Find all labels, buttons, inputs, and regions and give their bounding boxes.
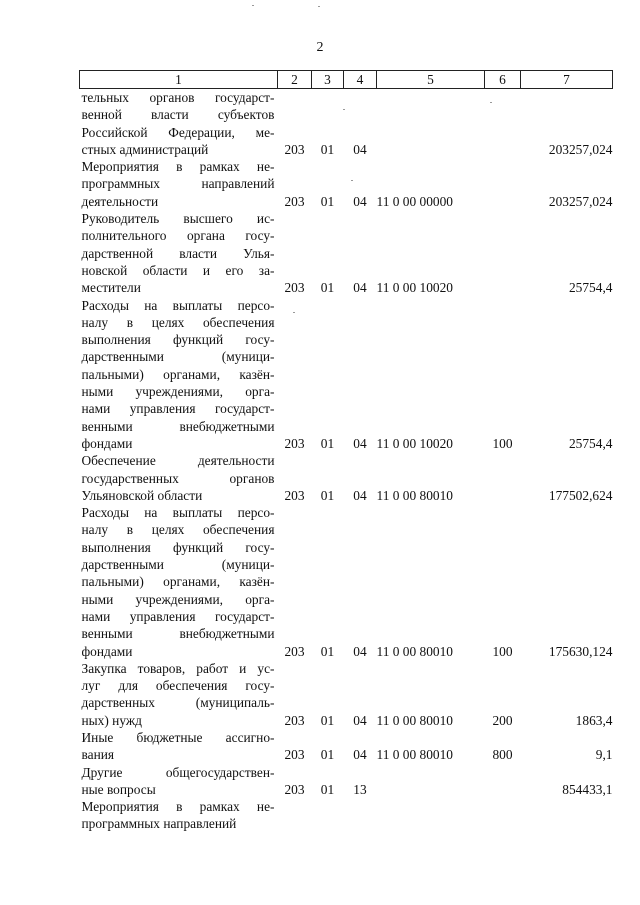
row-name-line: местители xyxy=(81,280,141,296)
target-article-code-cell: 11 0 00 00000 xyxy=(376,193,453,209)
row-name-cell xyxy=(80,764,278,799)
table-row xyxy=(80,158,613,210)
ministry-code-cell: 203 xyxy=(284,141,305,157)
expense-type-code-cell: 100 xyxy=(492,643,513,659)
section-code-cell: 01 xyxy=(320,643,335,659)
ministry-code-cell: 203 xyxy=(284,747,305,763)
target-article-code-cell xyxy=(377,764,485,799)
target-article-code-cell: 11 0 00 10020 xyxy=(376,435,453,451)
row-name-line: выполнения функций госу- xyxy=(81,539,275,555)
row-name-line: Обеспечение деятельности xyxy=(81,453,275,469)
budget-table xyxy=(79,70,613,833)
amount-cell: 25754,4 xyxy=(568,435,613,451)
expense-type-code-cell xyxy=(485,158,521,210)
subsection-code-cell: 04 xyxy=(353,193,367,209)
row-name-line: Мероприятия в рамках не- xyxy=(81,799,275,815)
row-name-line: стных администраций xyxy=(81,141,209,157)
amount-cell: 9,1 xyxy=(595,747,613,763)
row-name-line: ными учреждениями, орга- xyxy=(81,384,275,400)
row-name-line: налу в целях обеспечения xyxy=(81,522,275,538)
subsection-code-cell: 04 xyxy=(353,487,367,503)
subsection-code-cell: 04 xyxy=(353,712,367,728)
table-body xyxy=(80,89,613,833)
row-name-line: венными внебюджетными xyxy=(81,418,275,434)
table-row xyxy=(80,729,613,764)
row-name-line: дарственными (муници- xyxy=(81,349,275,365)
section-code-cell: 01 xyxy=(320,781,335,797)
row-name-line: Закупка товаров, работ и ус- xyxy=(81,660,275,676)
scan-speck xyxy=(351,180,353,181)
table-row xyxy=(80,89,613,159)
row-name-line: Руководитель высшего ис- xyxy=(81,211,275,227)
column-header-section: 3 xyxy=(312,71,344,89)
table-row xyxy=(80,210,613,296)
row-name-line: выполнения функций госу- xyxy=(81,332,275,348)
row-name-line: венными внебюджетными xyxy=(81,626,275,642)
row-name-line: венной власти субъектов xyxy=(81,107,275,123)
subsection-code-cell: 04 xyxy=(353,141,367,157)
ministry-code-cell: 203 xyxy=(284,487,305,503)
amount-cell: 25754,4 xyxy=(568,280,613,296)
target-article-code-cell xyxy=(377,798,485,833)
expense-type-code-cell xyxy=(485,452,521,504)
row-name-cell xyxy=(80,660,278,729)
row-name-line: Расходы на выплаты персо- xyxy=(81,297,275,313)
section-code-cell: 01 xyxy=(320,487,335,503)
amount-cell: 203257,024 xyxy=(548,193,613,209)
row-name-line: нами управления государст- xyxy=(81,401,275,417)
row-name-line: дарственных (муниципаль- xyxy=(81,695,275,711)
expense-type-code-cell: 200 xyxy=(492,712,513,728)
page-number: 2 xyxy=(316,40,324,55)
row-name-line: Мероприятия в рамках не- xyxy=(81,159,275,175)
table-header-row xyxy=(80,71,613,89)
table-row xyxy=(80,764,613,799)
section-code-cell: 01 xyxy=(320,141,335,157)
column-header-subsection: 4 xyxy=(344,71,377,89)
row-name-cell xyxy=(80,210,278,296)
target-article-code-cell: 11 0 00 10020 xyxy=(376,280,453,296)
expense-type-code-cell xyxy=(485,798,521,833)
row-name-line: новской области и его за- xyxy=(81,262,275,278)
table-row xyxy=(80,452,613,504)
row-name-line: Иные бюджетные ассигно- xyxy=(81,729,275,745)
scan-speck xyxy=(343,109,345,110)
row-name-cell xyxy=(80,798,278,833)
scan-speck xyxy=(293,312,295,313)
row-name-line: фондами xyxy=(81,435,133,451)
expense-type-code-cell xyxy=(485,764,521,799)
row-name-line: государственных органов xyxy=(81,470,275,486)
amount-cell: 177502,624 xyxy=(548,487,613,503)
row-name-cell xyxy=(80,297,278,453)
section-code-cell: 01 xyxy=(320,747,335,763)
scan-speck xyxy=(252,5,254,6)
section-code-cell: 01 xyxy=(320,435,335,451)
row-name-line: ными учреждениями, орга- xyxy=(81,591,275,607)
target-article-code-cell: 11 0 00 80010 xyxy=(376,747,453,763)
section-code-cell: 01 xyxy=(320,712,335,728)
ministry-code-cell: 203 xyxy=(284,712,305,728)
row-name-line: фондами xyxy=(81,643,133,659)
column-header-target-article: 5 xyxy=(377,71,485,89)
expense-type-code-cell xyxy=(485,210,521,296)
ministry-code-cell: 203 xyxy=(284,781,305,797)
section-code-cell xyxy=(312,798,344,833)
row-name-line: вания xyxy=(81,747,115,763)
ministry-code-cell xyxy=(278,798,312,833)
target-article-code-cell xyxy=(377,89,485,159)
subsection-code-cell xyxy=(344,798,377,833)
row-name-line: дарственными (муници- xyxy=(81,557,275,573)
row-name-line: Расходы на выплаты персо- xyxy=(81,505,275,521)
row-name-line: пальными) органами, казён- xyxy=(81,574,275,590)
target-article-code-cell: 11 0 00 80010 xyxy=(376,712,453,728)
scan-speck xyxy=(318,6,320,7)
expense-type-code-cell: 100 xyxy=(492,435,513,451)
row-name-line: ные вопросы xyxy=(81,781,156,797)
row-name-line: нами управления государст- xyxy=(81,608,275,624)
row-name-line: тельных органов государст- xyxy=(81,90,275,105)
row-name-line: Другие общегосударствен- xyxy=(81,764,275,780)
amount-cell: 1863,4 xyxy=(575,712,613,728)
subsection-code-cell: 13 xyxy=(353,781,367,797)
column-header-expense-type: 6 xyxy=(485,71,521,89)
ministry-code-cell: 203 xyxy=(284,435,305,451)
section-code-cell: 01 xyxy=(320,280,335,296)
ministry-code-cell: 203 xyxy=(284,280,305,296)
subsection-code-cell: 04 xyxy=(353,435,367,451)
section-code-cell: 01 xyxy=(320,193,335,209)
subsection-code-cell: 04 xyxy=(353,280,367,296)
row-name-cell xyxy=(80,504,278,660)
target-article-code-cell: 11 0 00 80010 xyxy=(376,643,453,659)
row-name-line: луг для обеспечения госу- xyxy=(81,678,275,694)
row-name-line: деятельности xyxy=(81,193,159,209)
column-header-amount: 7 xyxy=(521,71,613,89)
row-name-line: пальными) органами, казён- xyxy=(81,366,275,382)
table-row xyxy=(80,504,613,660)
row-name-line: полнительного органа госу- xyxy=(81,228,275,244)
expense-type-code-cell xyxy=(485,89,521,159)
row-name-line: программных направлений xyxy=(81,176,275,192)
scan-speck xyxy=(490,102,492,103)
amount-cell: 854433,1 xyxy=(562,781,613,797)
row-name-line: Российской Федерации, ме- xyxy=(81,124,275,140)
row-name-line: дарственной власти Улья- xyxy=(81,245,275,261)
row-name-line: программных направлений xyxy=(81,816,237,832)
amount-cell: 175630,124 xyxy=(548,643,613,659)
ministry-code-cell: 203 xyxy=(284,193,305,209)
subsection-code-cell: 04 xyxy=(353,747,367,763)
row-name-line: ных) нужд xyxy=(81,712,142,728)
column-header-ministry: 2 xyxy=(278,71,312,89)
row-name-cell xyxy=(80,729,278,764)
amount-cell: 203257,024 xyxy=(548,141,613,157)
column-header-name: 1 xyxy=(80,71,278,89)
expense-type-code-cell: 800 xyxy=(492,747,513,763)
row-name-cell xyxy=(80,452,278,504)
target-article-code-cell: 11 0 00 80010 xyxy=(376,487,453,503)
subsection-code-cell: 04 xyxy=(353,643,367,659)
row-name-line: налу в целях обеспечения xyxy=(81,314,275,330)
row-name-cell xyxy=(80,89,278,159)
table-row xyxy=(80,798,613,833)
row-name-line: Ульяновской области xyxy=(81,487,203,503)
ministry-code-cell: 203 xyxy=(284,643,305,659)
amount-cell xyxy=(521,798,613,833)
table-row xyxy=(80,660,613,729)
row-name-cell xyxy=(80,158,278,210)
table-row xyxy=(80,297,613,453)
